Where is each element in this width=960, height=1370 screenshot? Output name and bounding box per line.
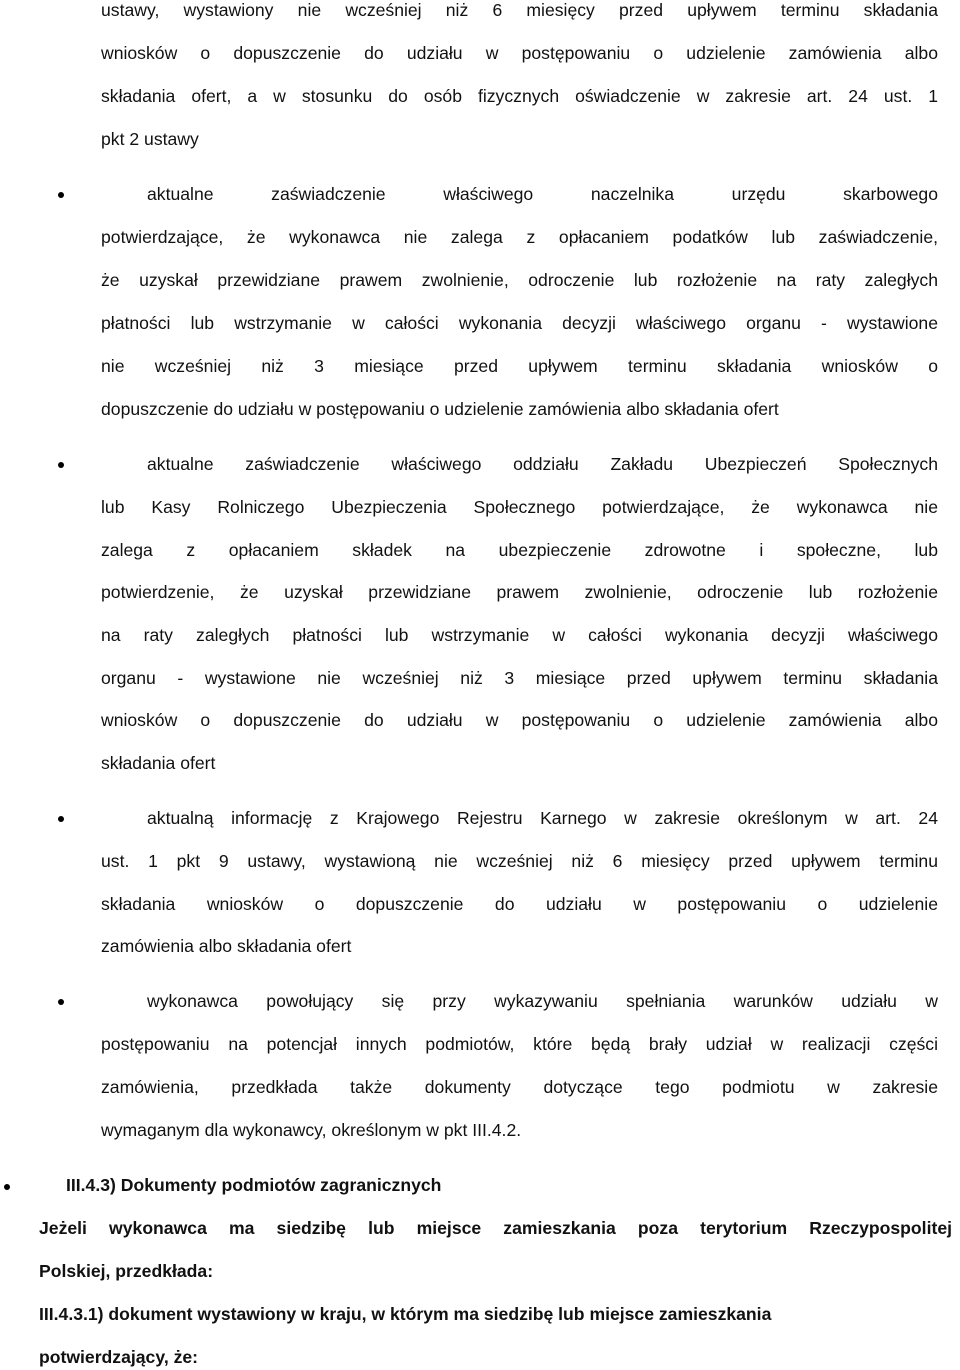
- text-line: wniosków o dopuszczenie do udziału w postępowaniu o udzielenie zamówienia albo: [101, 43, 938, 63]
- text-line: na raty zaległych płatności lub wstrzymanie w całości wykonania decyzji właściwego: [101, 625, 938, 645]
- bullet-icon: [58, 816, 64, 822]
- text-line: składania ofert, a w stosunku do osób fizycznych oświadczenie w zakresie art. 24 ust. 1: [101, 86, 938, 106]
- text-line: potwierdzenie, że uzyskał przewidziane prawem zwolnienie, odroczenie lub rozłożenie: [101, 582, 938, 602]
- text-line: zamówienia, przedkłada także dokumenty dotyczące tego podmiotu w zakresie: [101, 1077, 938, 1097]
- text-line: potwierdzający, że:: [39, 1347, 199, 1367]
- bullet-icon: [58, 999, 64, 1005]
- text-line: dopuszczenie do udziału w postępowaniu o udzielenie zamówienia albo składania ofert: [101, 399, 779, 419]
- text-line: składania wniosków o dopuszczenie do udziału w postępowaniu o udzielenie: [101, 894, 938, 914]
- text-line: aktualną informację z Krajowego Rejestru Karnego w zakresie określonym w art. 24: [147, 808, 938, 828]
- text-line: płatności lub wstrzymanie w całości wykonania decyzji właściwego organu - wystawione: [101, 313, 938, 333]
- text-line: potwierdzające, że wykonawca nie zalega z opłacaniem podatków lub zaświadczenie,: [101, 227, 938, 247]
- text-line: organu - wystawione nie wcześniej niż 3 miesiące przed upływem terminu składania: [101, 668, 938, 688]
- text-line: postępowaniu na potencjał innych podmiotów, które będą brały udział w realizacji części: [101, 1034, 938, 1054]
- text-line: nie wcześniej niż 3 miesiące przed upływem terminu składania wniosków o: [101, 356, 938, 376]
- text-line: zalega z opłacaniem składek na ubezpieczenie zdrowotne i społeczne, lub: [101, 540, 938, 560]
- text-line: wykonawca powołujący się przy wykazywaniu spełniania warunków udziału w: [147, 991, 938, 1011]
- bullet-icon: [4, 1184, 10, 1190]
- text-line: zamówienia albo składania ofert: [101, 936, 352, 956]
- text-line: lub Kasy Rolniczego Ubezpieczenia Społecznego potwierdzające, że wykonawca nie: [101, 497, 938, 517]
- text-line: III.4.3.1) dokument wystawiony w kraju, w którym ma siedzibę lub miejsce zamieszkania: [39, 1304, 772, 1324]
- text-line: składania ofert: [101, 753, 216, 773]
- text-line: ust. 1 pkt 9 ustawy, wystawioną nie wcześniej niż 6 miesięcy przed upływem terminu: [101, 851, 938, 871]
- text-line: Polskiej, przedkłada:: [39, 1261, 214, 1281]
- text-line: wymaganym dla wykonawcy, określonym w pkt III.4.2.: [101, 1120, 522, 1140]
- text-line: pkt 2 ustawy: [101, 129, 199, 149]
- text-line: ustawy, wystawiony nie wcześniej niż 6 miesięcy przed upływem terminu składania: [101, 0, 938, 20]
- text-line: aktualne zaświadczenie właściwego naczelnika urzędu skarbowego: [147, 184, 938, 204]
- bullet-icon: [58, 192, 64, 198]
- bullet-icon: [58, 462, 64, 468]
- section-heading: III.4.3) Dokumenty podmiotów zagranicznych: [66, 1175, 442, 1195]
- text-line: Jeżeli wykonawca ma siedzibę lub miejsce zamieszkania poza terytorium Rzeczypospolitej: [39, 1218, 952, 1238]
- text-line: że uzyskał przewidziane prawem zwolnienie, odroczenie lub rozłożenie na raty zaległych: [101, 270, 938, 290]
- text-line: aktualne zaświadczenie właściwego oddziału Zakładu Ubezpieczeń Społecznych: [147, 454, 938, 474]
- text-line: wniosków o dopuszczenie do udziału w postępowaniu o udzielenie zamówienia albo: [101, 710, 938, 730]
